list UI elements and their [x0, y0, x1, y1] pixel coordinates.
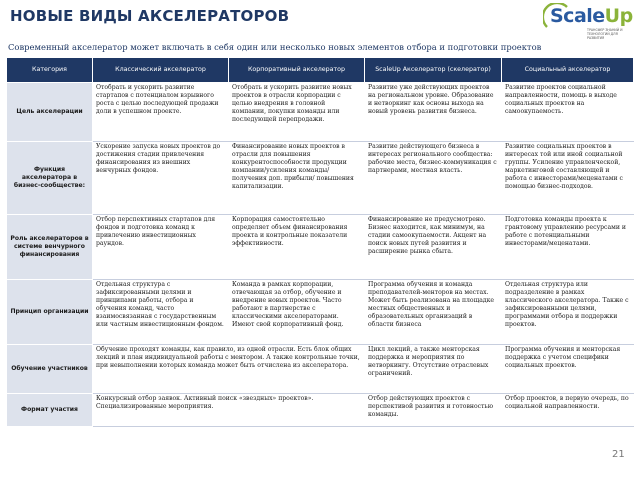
table-row — [7, 142, 634, 215]
header-scaleup: ScaleUp Акселератор (скелератор) — [365, 58, 502, 83]
row-category: Принцип организации — [7, 280, 93, 345]
logo-wordmark — [550, 5, 633, 27]
table-cell: Отбор перспективных стартапов для фондов и подготовка команд к привлечению инвестиционных раундов. — [93, 215, 229, 280]
header-row — [7, 58, 634, 83]
row-category: Обучение участников — [7, 345, 93, 394]
table-cell-merged: Конкурсный отбор заявок. Активный поиск «звездных» проектов». Специализированные мероприятия. — [93, 394, 365, 427]
header-classic: Классический акселератор — [93, 58, 229, 83]
logo-scale: Scale — [550, 5, 605, 27]
table-cell-merged: Обучение проходят команды, как правило, из одной отрасли. Есть блок общих лекций и план индивидуальной работы с ментором. А также контрольные точки, при невыполнении которых команда может быть отчислена из акселератора. — [93, 345, 365, 394]
table-cell: Программа обучения и менторская поддержка с учетом специфики социальных проектов. — [502, 345, 634, 394]
table-cell: Отобрать и ускорить развитие новых проектов в отрасли корпорации с целью внедрения в головной компании, покупки команды или последующей перепродажи. — [229, 83, 365, 142]
table-cell: Отобрать и ускорить развитие стартапов с потенциалом взрывного роста с целью последующей продажи доли в успешном проекте. — [93, 83, 229, 142]
table-cell: Развитие уже действующих проектов на региональном уровне. Образование и нетворкинг как основы выхода на новый уровень развития бизнеса. — [365, 83, 502, 142]
table-cell: Финансирование не предусмотрено. Бизнес находится, как минимум, на стадии самоокупаемости. Акцент на поиск новых путей развития и расширение рынка сбыта. — [365, 215, 502, 280]
logo-tagline: ТРАНСФЕР ЗНАНИЙ И ТЕХНОЛОГИЙ ДЛЯ РАЗВИТИЯ — [587, 28, 623, 40]
table-cell: Ускорение запуска новых проектов до достижения стадии привлечения финансирования из внешних венчурных фондов. — [93, 142, 229, 215]
table-cell: Корпорация самостоятельно определяет объем финансирования проекта и контрольные показатели эффективности. — [229, 215, 365, 280]
table-row — [7, 345, 634, 394]
table-row — [7, 215, 634, 280]
row-category: Функция акселератора в бизнес-сообществе: — [7, 142, 93, 215]
table-cell: Подготовка команды проекта к грантовому управлению ресурсами и работе с потенциальными инвесторами/меценатами. — [502, 215, 634, 280]
table-cell: Отдельная структура или подразделение в рамках классического акселератора. Также с зафиксированными целями, программами отбора и поддержки проектов. — [502, 280, 634, 345]
table-cell: Отбор действующих проектов с перспективой развития и готовностью команды. — [365, 394, 502, 427]
table-cell: Отдельная структура с зафиксированными целями и принципами работы, отбора и обучения команд, часто взаимосвязанная с государственным или частным инвестиционным фондом. — [93, 280, 229, 345]
table-cell: Развитие социальных проектов в интересах той или иной социальной группы. Усиление управленческой, маркетинговой составляющей и работа с инвесторами/меценатами с помощью бизнес-подходов. — [502, 142, 634, 215]
header-corporate: Корпоративный акселератор — [229, 58, 365, 83]
page-number: 21 — [612, 449, 625, 460]
table-row — [7, 280, 634, 345]
table-cell: Команда в рамках корпорации, отвечающая за отбор, обучение и внедрение новых проектов. Часто работают в партнерстве с классическими акселераторами. Имеют свой корпоративный фонд. — [229, 280, 365, 345]
table-cell: Цикл лекций, а также менторская поддержка и мероприятия по нетворкингу. Отсутствие отраслевых ограничений. — [365, 345, 502, 394]
accelerator-comparison-table — [6, 57, 634, 427]
page-title: НОВЫЕ ВИДЫ АКСЕЛЕРАТОРОВ — [10, 7, 290, 25]
header-social: Социальный акселератор — [502, 58, 634, 83]
table-row — [7, 83, 634, 142]
table-cell: Развитие действующего бизнеса в интересах регионального сообщества: рабочие места, бизнес-коммуникация с партнерами, местная власть. — [365, 142, 502, 215]
scaleup-logo — [543, 3, 633, 40]
table-cell: Финансирование новых проектов в отрасли для повышения конкурентоспособности продукции компании/усиления команды/получения доп. прибыли/ повышения капитализации. — [229, 142, 365, 215]
table-cell: Программа обучения и команда преподавателей-менторов на местах. Может быть реализована на площадке местных общественных и образовательных организаций в области бизнеса — [365, 280, 502, 345]
page-subtitle: Современный акселератор может включать в себя один или несколько новых элементов отбора и подготовки проектов — [8, 42, 542, 52]
row-category: Роль акселераторов в системе венчурного финансирования — [7, 215, 93, 280]
table-row — [7, 394, 634, 427]
header-category: Категория — [7, 58, 93, 83]
table-cell: Развитие проектов социальной направленности, помощь в выходе социальных проектов на самоокупаемость. — [502, 83, 634, 142]
row-category: Формат участия — [7, 394, 93, 427]
row-category: Цель акселерации — [7, 83, 93, 142]
table-cell: Отбор проектов, в первую очередь, по социальной направленности. — [502, 394, 634, 427]
logo-up: Up — [604, 5, 633, 27]
